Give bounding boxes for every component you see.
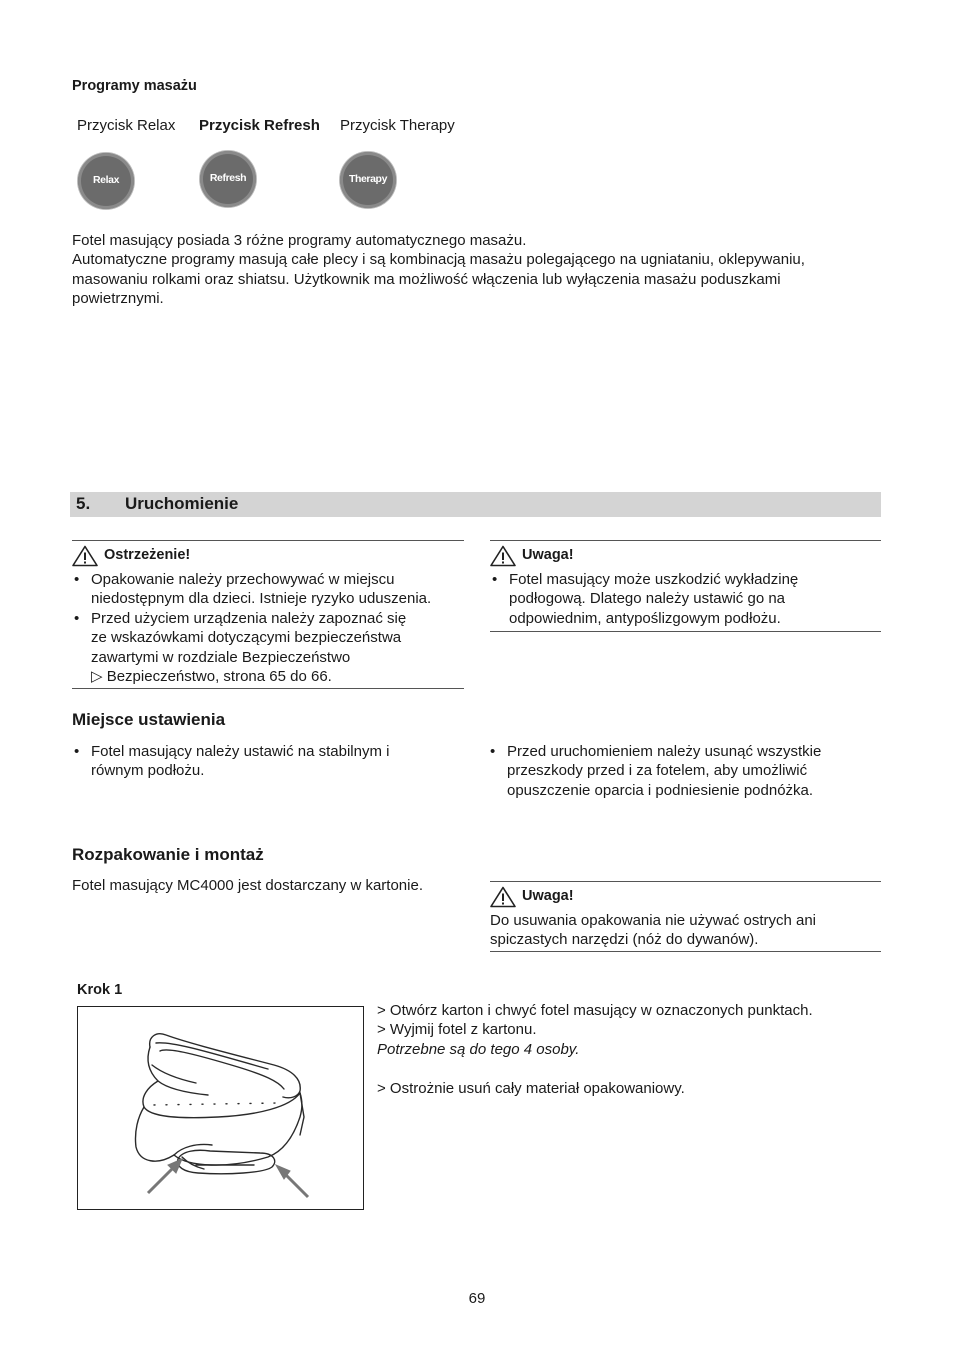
massage-chair-illustration bbox=[78, 1007, 363, 1209]
list-line: równym podłożu. bbox=[91, 762, 205, 780]
list-line: • Przed uruchomieniem należy usunąć wszystkie bbox=[507, 743, 822, 760]
list-line: • Fotel masujący należy ustawić na stabilnym i bbox=[91, 743, 390, 760]
label-relax: Przycisk Relax bbox=[77, 117, 176, 134]
list-item bbox=[72, 742, 467, 781]
warning-title: Ostrzeżenie! bbox=[104, 547, 191, 564]
caution-title: Uwaga! bbox=[522, 547, 574, 564]
instruction-spacer bbox=[377, 1059, 897, 1078]
caution-line: spiczastych narzędzi (nóż do dywanów). bbox=[490, 931, 759, 949]
list-item bbox=[490, 570, 881, 628]
instruction-line: > Wyjmij fotel z kartonu. bbox=[377, 1021, 537, 1039]
list-line: ze wskazówkami dotyczącymi bezpieczeństwa bbox=[91, 629, 402, 647]
step1-label: Krok 1 bbox=[77, 982, 123, 998]
unpacking-heading: Rozpakowanie i montaż bbox=[72, 845, 264, 864]
step1-instructions bbox=[377, 1001, 897, 1098]
unpacking-caution-title: Uwaga! bbox=[522, 888, 574, 905]
refresh-button-icon: Refresh bbox=[200, 151, 256, 207]
list-line: niedostępnym dla dzieci. Istnieje ryzyko uduszenia. bbox=[91, 590, 432, 608]
section-number: 5. bbox=[76, 494, 91, 513]
instruction-line: > Ostrożnie usuń cały materiał opakowaniowy. bbox=[377, 1079, 685, 1097]
caution-list bbox=[490, 570, 881, 628]
programs-description bbox=[72, 231, 882, 309]
list-line: • Opakowanie należy przechowywać w miejscu bbox=[91, 571, 395, 588]
description-line: Fotel masujący posiada 3 różne programy automatycznego masażu. bbox=[72, 232, 527, 249]
unpacking-caution-text bbox=[490, 911, 881, 950]
instruction-note: Potrzebne są do tego 4 osoby. bbox=[377, 1040, 580, 1058]
placement-right-list bbox=[488, 742, 883, 800]
list-item bbox=[72, 570, 467, 609]
list-line: zawartymi w rozdziale Bezpieczeństwo bbox=[91, 648, 351, 666]
therapy-button-icon: Therapy bbox=[340, 152, 396, 208]
unpacking-caution-bottom-rule bbox=[490, 951, 881, 952]
list-line: • Fotel masujący może uszkodzić wykładzinę bbox=[509, 571, 799, 588]
page-number: 69 bbox=[468, 1290, 486, 1307]
warning-list bbox=[72, 570, 467, 686]
list-item bbox=[72, 609, 467, 687]
caution-top-rule bbox=[490, 540, 881, 541]
unpacking-intro: Fotel masujący MC4000 jest dostarczany w kartonie. bbox=[72, 877, 423, 894]
description-line: masowaniu rolkami oraz shiatsu. Użytkownik ma możliwość włączenia lub wyłączenia masażu poduszkami bbox=[72, 270, 781, 288]
programs-heading: Programy masażu bbox=[72, 78, 197, 94]
section-heading-bar bbox=[70, 492, 881, 517]
safety-reference: ▷ Bezpieczeństwo, strona 65 do 66. bbox=[91, 668, 332, 686]
unpacking-caution-header bbox=[490, 886, 574, 908]
description-line: Automatyczne programy masują całe plecy i są kombinacją masażu polegającego na ugniataniu, oklepywaniu, bbox=[72, 251, 805, 269]
placement-left-list bbox=[72, 742, 467, 781]
instruction-line: > Otwórz karton i chwyć fotel masujący w oznaczonych punktach. bbox=[377, 1002, 813, 1019]
warning-triangle-icon bbox=[490, 545, 516, 567]
list-line: przeszkody przed i za fotelem, aby umożliwić bbox=[507, 762, 808, 780]
warning-bottom-rule bbox=[72, 688, 464, 689]
warning-triangle-icon bbox=[72, 545, 98, 567]
unpacking-caution-top-rule bbox=[490, 881, 881, 882]
warning-triangle-icon bbox=[490, 886, 516, 908]
warning-top-rule bbox=[72, 540, 464, 541]
caution-bottom-rule bbox=[490, 631, 881, 632]
label-refresh: Przycisk Refresh bbox=[199, 117, 320, 134]
caution-line: Do usuwania opakowania nie używać ostrych ani bbox=[490, 912, 817, 929]
step1-figure bbox=[77, 1006, 364, 1210]
list-item bbox=[488, 742, 883, 800]
relax-button-icon: Relax bbox=[78, 153, 134, 209]
warning-header bbox=[72, 545, 190, 567]
list-line: podłogową. Dlatego należy ustawić go na bbox=[509, 590, 786, 608]
section-title: Uruchomienie bbox=[125, 494, 239, 513]
placement-heading: Miejsce ustawienia bbox=[72, 710, 226, 729]
description-line: powietrznymi. bbox=[72, 290, 164, 308]
label-therapy: Przycisk Therapy bbox=[340, 117, 455, 134]
caution-header bbox=[490, 545, 574, 567]
list-line: odpowiednim, antypoślizgowym podłożu. bbox=[509, 609, 781, 627]
list-line: opuszczenie oparcia i podniesienie podnóżka. bbox=[507, 781, 814, 799]
list-line: • Przed użyciem urządzenia należy zapoznać się bbox=[91, 609, 407, 627]
